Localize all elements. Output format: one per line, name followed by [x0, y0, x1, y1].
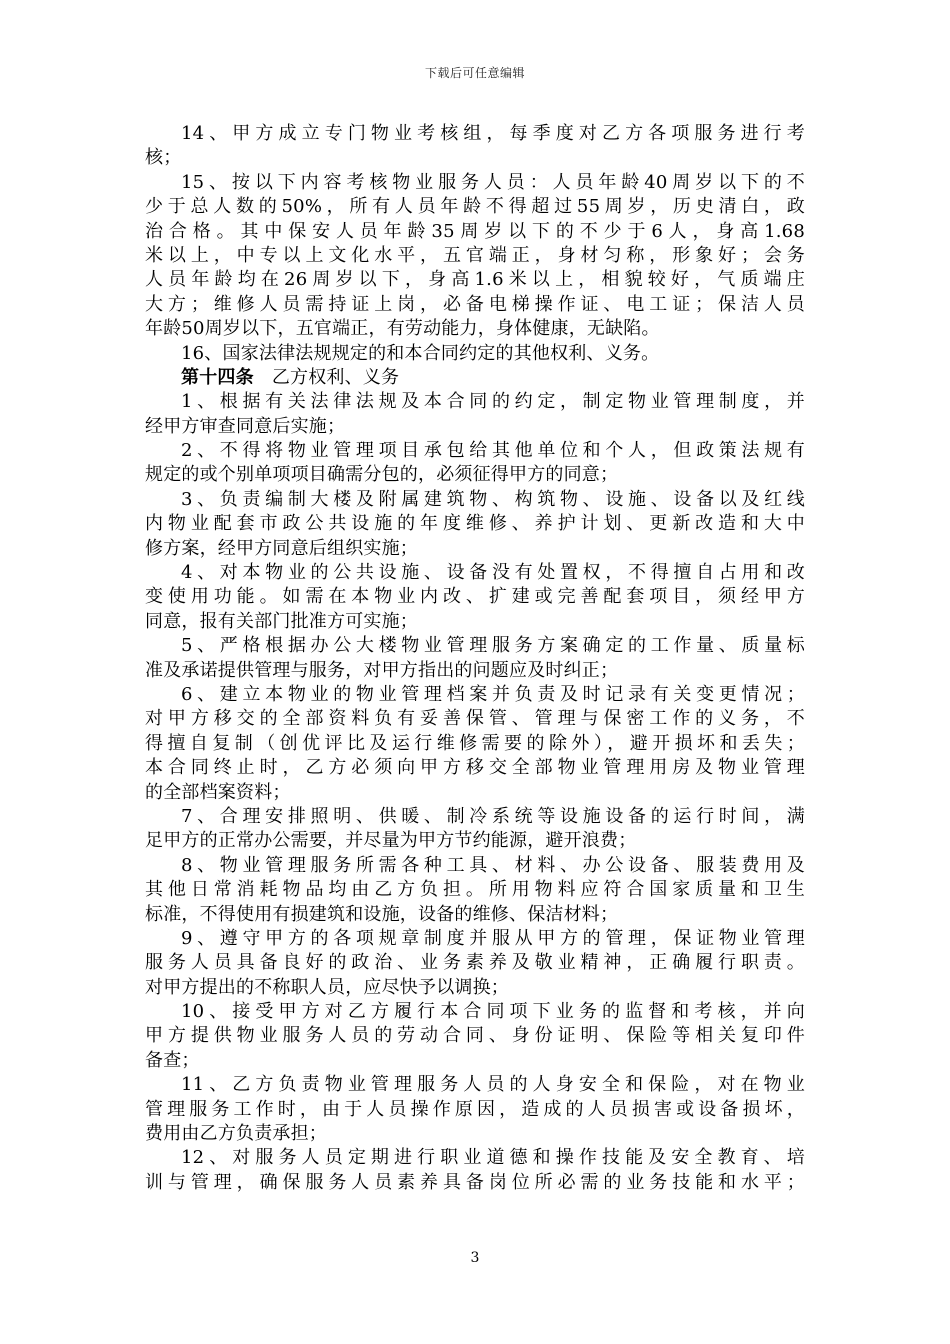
text-line: 标准，不得使用有损建筑和设施，设备的维修、保洁材料；: [145, 903, 619, 925]
text-line: 训与管理，确保服务人员素养具备岗位所必需的业务技能和水平；: [145, 1171, 805, 1193]
text-line: 16、国家法律法规规定的和本合同约定的其他权利、义务。: [181, 342, 660, 364]
text-line: 11、乙方负责物业管理服务人员的人身安全和保险，对在物业: [181, 1074, 805, 1096]
text-line: 服务人员具备良好的政治、业务素养及敬业精神，正确履行职责。: [145, 952, 805, 974]
text-line: 5、严格根据办公大楼物业管理服务方案确定的工作量、质量标: [181, 635, 805, 657]
text-line: 1、根据有关法律法规及本合同的约定，制定物业管理制度，并: [181, 391, 805, 413]
text-line: 12、对服务人员定期进行职业道德和操作技能及安全教育、培: [181, 1147, 805, 1169]
text-line: 经甲方审查同意后实施；: [145, 415, 346, 437]
text-line: 费用由乙方负责承担；: [145, 1123, 327, 1145]
text-line: 8、物业管理服务所需各种工具、材料、办公设备、服装费用及: [181, 854, 805, 876]
text-line: 4、对本物业的公共设施、设备没有处置权，不得擅自占用和改: [181, 562, 805, 584]
section-heading-number: 第十四条: [181, 366, 254, 388]
page-number: 3: [470, 1250, 480, 1266]
text-line: 7、合理安排照明、供暖、制冷系统等设施设备的运行时间，满: [181, 805, 805, 827]
header-note: 下载后可任意编辑: [424, 66, 525, 80]
text-line: 3、负责编制大楼及附属建筑物、构筑物、设施、设备以及红线: [181, 488, 805, 510]
text-line: 准及承诺提供管理与服务，对甲方指出的问题应及时纠正；: [145, 659, 619, 681]
text-line: 治合格。其中保安人员年龄35周岁以下的不少于6人，身高1.68: [145, 220, 805, 242]
text-line: 规定的或个别单项项目确需分包的，必须征得甲方的同意；: [145, 464, 619, 486]
text-line: 9、遵守甲方的各项规章制度并服从甲方的管理，保证物业管理: [181, 927, 805, 949]
text-line: 米以上，中专以上文化水平，五官端正，身材匀称，形象好；会务: [145, 244, 805, 266]
text-line: 管理服务工作时，由于人员操作原因，造成的人员损害或设备损坏，: [145, 1098, 805, 1120]
text-line: 其他日常消耗物品均由乙方负担。所用物料应符合国家质量和卫生: [145, 879, 805, 901]
document-body: [145, 122, 805, 1195]
text-line: 少于总人数的50%，所有人员年龄不得超过55周岁，历史清白，政: [145, 196, 805, 218]
text-line: 人员年龄均在26周岁以下，身高1.6米以上，相貌较好，气质端庄: [145, 269, 805, 291]
section-heading-line: [145, 366, 805, 390]
text-line: 得擅自复制（创优评比及运行维修需要的除外），避开损坏和丢失；: [145, 732, 805, 754]
text-line: 修方案，经甲方同意后组织实施；: [145, 537, 418, 559]
text-line: 6、建立本物业的物业管理档案并负责及时记录有关变更情况；: [181, 683, 805, 705]
section-heading-title: 乙方权利、义务: [271, 366, 400, 388]
text-line: 核；: [145, 147, 182, 169]
text-line: 大方；维修人员需持证上岗，必备电梯操作证、电工证；保洁人员: [145, 293, 805, 315]
text-line: 甲方提供物业服务人员的劳动合同、身份证明、保险等相关复印件: [145, 1025, 805, 1047]
text-line: 对甲方移交的全部资料负有妥善保管、管理与保密工作的义务，不: [145, 708, 805, 730]
text-line: 14、甲方成立专门物业考核组，每季度对乙方各项服务进行考: [181, 123, 805, 144]
text-line: 15、按以下内容考核物业服务人员：人员年龄40周岁以下的不: [181, 171, 805, 193]
text-line: 本合同终止时，乙方必须向甲方移交全部物业管理用房及物业管理: [145, 757, 805, 779]
text-line: 变使用功能。如需在本物业内改、扩建或完善配套项目，须经甲方: [145, 586, 805, 608]
text-line: 备查；: [145, 1049, 200, 1071]
text-line: 对甲方提出的不称职人员，应尽快予以调换；: [145, 976, 509, 998]
text-line: 内物业配套市政公共设施的年度维修、养护计划、更新改造和大中: [145, 513, 805, 535]
text-line: 10、接受甲方对乙方履行本合同项下业务的监督和考核，并向: [181, 1001, 805, 1023]
text-line: 足甲方的正常办公需要，并尽量为甲方节约能源，避开浪费；: [145, 830, 637, 852]
text-line: 2、不得将物业管理项目承包给其他单位和个人，但政策法规有: [181, 440, 805, 462]
text-line: 年龄50周岁以下，五官端正，有劳动能力，身体健康，无缺陷。: [145, 318, 660, 340]
text-line: 同意，报有关部门批准方可实施；: [145, 610, 418, 632]
text-line: 的全部档案资料；: [145, 781, 291, 803]
